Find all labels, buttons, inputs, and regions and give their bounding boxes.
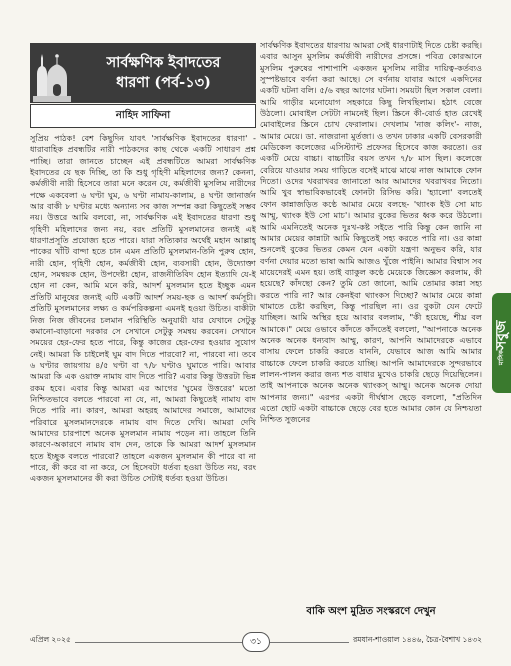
side-tab-small-label: মাসিক [498, 350, 505, 366]
article-title-line-2: ধারণা (পর্ব-১৩) [116, 74, 211, 91]
side-tab-label-wrap [494, 301, 509, 385]
author-name: নাহিদ সাফিনা [115, 109, 171, 121]
magazine-side-tab [492, 293, 511, 393]
left-text-column [30, 133, 256, 629]
continue-note: বাকি অংশ মুদ্রিত সংস্করণে দেখুন [306, 606, 436, 617]
author-box [30, 104, 256, 128]
mosque-icon [33, 44, 71, 102]
article-title-line-1: সার্বক্ষণিক ইবাদতের [106, 54, 221, 71]
side-tab-label: সবুজ [493, 320, 510, 351]
right-column-paragraph: সার্বক্ষণিক ইবাদতের ধারণায় আমরা সেই ধারণাটাই দিতে চেষ্টা করছি। এবার আসুন মুসলিম কর্মজীবী নারীদের প্রসঙ্গে। পবিত্র কোরআনে মুসলিম পুরুষের পাশাপাশি একজন মুসলিম নারীর দায়িত্ব-কর্তব্যও সুস্পষ্টভাবে বর্ণনা করা আছে। সে বর্ণনায় যাবার আগে একদিনের একটি ঘটনা বলি। ৫/৬ বছর আগের ঘটনা। সময়টা ছিল সকাল বেলা। আমি গাড়ীর মনোযোগ সহকারে কিছু লিখছিলাম। হঠাৎ বেজে উঠলো। মোবাইল সেটটা নামনেই ছিল। স্ক্রিনে কী-বোর্ড হাত রেখেই মোবাইলের স্ক্রিনে চোখ ফেরালাম। দেখলাম 'নাজ কলিং'- নাজ, আমার মেয়ে। ডা. নাজরানা মুর্তজা। ও তখন ঢাকার একটি বেসরকারী মেডিকেল কলেজের এসিস্ট্যান্ট প্রফেসর হিসেবে কাজ করতো। ওর একটি মেয়ে বাচ্চা। বাচ্চাটির বয়স তখন ৭/৮ মাস ছিল। কলেজে বেরিয়ে যাওয়ার সময় গাড়িতে বসেই মাঝে মাঝে নাজ আমাকে ফোন দিতো। ওদের খবরাখবর জানাতো আর আমাদের খবরাখবর নিতো। আমি খুব স্বাভাবিকভাবেই ফোনটা রিসিভ করি। 'হ্যালো' বলতেই ফোন কান্নাজড়িত কণ্ঠে আমার মেয়ে বলছে- 'থ্যাংক ইউ সো মাচ আম্মু, থ্যাংক ইউ সো মাচ'। আমার বুকের ভিতর ধ্বক করে উঠলো। আমি এমনিতেই অনেক দুঃখ-কষ্ট সইতে পারি কিন্তু কেন জানি না আমার মেয়ের কান্নাটা আমি কিছুতেই সহ্য করতে পারি না। ওর কান্না শুনলেই বুকের ভিতর কেমন যেন একটা যন্ত্রণা অনুভব করি, যার বর্ণনা দেয়ার মতো ভাষা আমি আজও খুঁজে পাইনি। আমার বিশ্বাস সব মায়েদেরই এমন হয়। তাই ব্যাকুল কণ্ঠে মেয়েকে জিজ্ঞেস করলাম, কী হয়েছে? কাঁদছো কেন? তুমি তো জানো, আমি তোমার কান্না সহ্য করতে পারি না? আর কেনইবা থ্যাংকস দিচ্ছো? আমার মেয়ে কান্না থামাতে চেষ্টা করছিল, কিন্তু পারছিল না। ওর বুকটা যেন ফেটে যাচ্ছিল। আমি অস্থির হয়ে আবার বললাম, "কী হয়েছে, শীঘ্র বল আমাকে।" মেয়ে ওভাবে কাঁদতে কাঁদতেই বললো, "আপনাকে অনেক অনেক অনেক ধন্যবাদ আম্মু, কারণ, আপনি আমাদেরকে এভাবে বাসায় ফেলে চাকরি করতে যাননি, যেভাবে আজ আমি আমার বাচ্চাকে ফেলে চাকরি করতে যাচ্ছি। আপনি আমাদেরকে সুন্দরভাবে লালন-পালন করার জন্য শত বাধার মুখেও চাকরি ছেড়ে দিয়েছিলেন। তাই আপনাকে অনেক অনেক থ্যাংকস্‌ আম্মু। অনেক অনেক দোয়া আপনার জন্য।" এরপর একটা দীর্ঘশ্বাস ছেড়ে বললো, "প্রতিদিন এতো ছোট একটা বাচ্চাকে ছেড়ে বের হতে আমার কোন যে নিশ্চয়তা নিশ্চিত সুজনের [260, 40, 482, 425]
article-title [71, 53, 256, 93]
right-text-column [260, 40, 482, 602]
footer-left-date: এপ্রিল ২০২৫ [30, 635, 75, 647]
page-number: ৩১ [242, 632, 270, 652]
article-header-banner [30, 43, 256, 103]
page-footer [30, 632, 482, 652]
left-column-paragraph: সুপ্রিয় পাঠক! বেশ কিছুদিন যাবৎ 'সার্বক্ষণিক ইবাদতের ধারণা' - ধারাবাহিক প্রবন্ধটির নারী পাঠকদের কাছ থেকে একটি সাধারণ প্রশ্ন পাচ্ছি। তারা জানতে চাচ্ছেন এই প্রবন্ধটিতে আমরা সার্বক্ষণিক ইবাদতের যে ছক দিচ্ছি, তা কি শুধু গৃহিণী মহিলাদের জন্য? কেননা, কর্মজীবী নারী হিসেবে তারা মনে করেন যে, কর্মজীবী মুসলিম নারীদের পক্ষে একবেলা ৬ ঘণ্টা ঘুম, ৬ ঘণ্টা নামায-কালাম, ৪ ঘণ্টা জানার্জন আর বাকী ৮ ঘণ্টার মধ্যে অন্যান্য সব কাজ সম্পন্ন করা কিছুতেই সম্ভব নয়। উত্তরে আমি বলবো, না, সার্বক্ষণিক এই ইবাদতের ধারণা শুধু গৃহিণী মহিলাদের জন্য নয়, বরং প্রতিটি মুসলমানের জন্যই এই ধারণাপ্রসূতি প্রযোজ্য হতে পারে। যারা সত্যিকার অর্থেই মহান আল্লাহ্‌ পাকের খাঁটি বান্দা হতে চান এমন প্রতিটি মুসলমান-তিনি পুরুষ হোন, নারী হোন, গৃহিণী হোন, কর্মজীবী হোন, ব্যবসায়ী হোন, উদ্যোক্তা হোন, সমন্বয়ক হোন, উপদেষ্টা হোন, রাজনীতিবিদ হোন ইত্যাদি যে-ই হোন না কেন, আমি মনে করি, আদর্শ মুসলমান হতে ইচ্ছুক এমন প্রতিটি মানুষের জন্যই এটি একটি আদর্শ সময়-ছক ও আদর্শ কর্মসূচী। প্রতিটি মুসলমানের লক্ষ্য ও কর্মপরিকল্পনা এমনই হওয়া উচিত। বাকীটা নিজ নিজ জীবনের চলমান পরিস্থিতি অনুযায়ী যার যেখানে সেটুকু কমানো-বাড়ানো দরকার সে সেখানে সেটুকু সমন্বয় করবেন। সেখানে সময়ের হের-ফের হতে পারে, কিন্তু কাজের হের-ফের হওয়ার সুযোগ নেই। আমরা কি চাইলেই ঘুম বাদ দিতে পারবো? না, পারবো না। তবে ৬ ঘণ্টার জায়গায় ৪/৫ ঘণ্টা বা ৭/৮ ঘণ্টাও ঘুমাতে পারি। আবার আমরা কি এক ওয়াক্ত নামায বাদ দিতে পারি? এবার কিন্তু উত্তরটা ভিন্ন রকম হবে। এবার কিন্তু আমরা এর আগের 'ঘুমের উত্তরের' মতো নিশ্চিতভাবে বলতে পারবো না যে, না, আমরা কিছুতেই নামায বাদ দিতে পারি না। কারণ, আমরা অহরহ আমাদের সমাজে, আমাদের পরিবারে মুসলমানদেরকে নামায বাদ দিতে দেখি। আমরা দেখি আমাদের চারপাশে অনেক মুসলমান নামায পড়েন না। তাহলে তিনি কারণে-অকারণে নামায বাদ দেন, তাকে কি আমরা আদর্শ মুসলমান হতে ইচ্ছুক বলতে পারবো? তাহলে একজন মুসলমান কী পারে বা না পারে, কী করে বা না করে, সে হিসেবটা ধর্তব্য হওয়া উচিত নয়, বরং একজন মুসলমানের কী করা উচিত সেটাই ধর্তব্য হওয়া উচিত। [30, 133, 256, 484]
footer-right-date: রমযান-শাওয়াল ১৪৪৬, চৈত্র-বৈশাখ ১৪৩২ [349, 635, 482, 647]
